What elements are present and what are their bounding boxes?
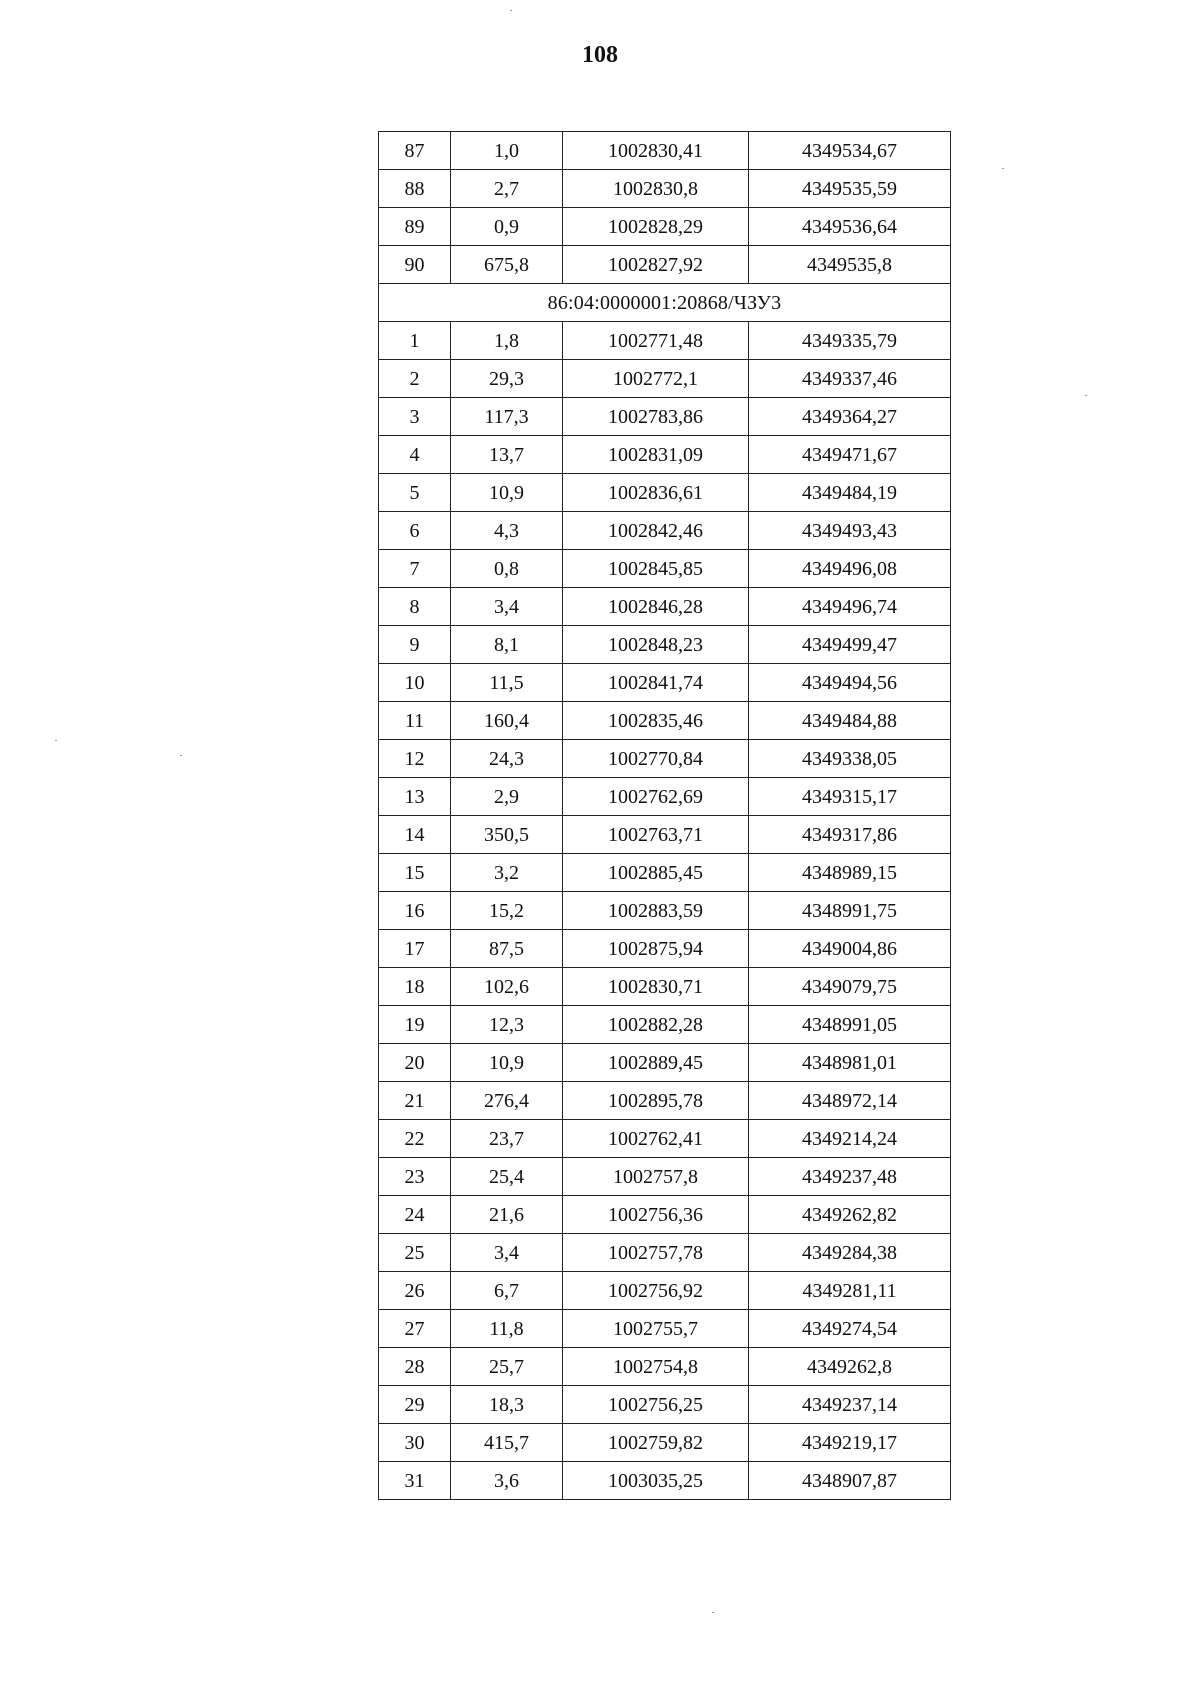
length-cell: 29,3 — [451, 360, 563, 398]
x-coordinate-cell: 1002845,85 — [563, 550, 749, 588]
y-coordinate-cell: 4349262,82 — [749, 1196, 951, 1234]
length-cell: 102,6 — [451, 968, 563, 1006]
section-title: 86:04:0000001:20868/ЧЗУ3 — [379, 284, 951, 322]
y-coordinate-cell: 4349262,8 — [749, 1348, 951, 1386]
length-cell: 12,3 — [451, 1006, 563, 1044]
y-coordinate-cell: 4349214,24 — [749, 1120, 951, 1158]
x-coordinate-cell: 1002762,41 — [563, 1120, 749, 1158]
scan-speck — [1085, 395, 1087, 396]
table-row — [379, 816, 951, 854]
point-number-cell: 12 — [379, 740, 451, 778]
table-row — [379, 1044, 951, 1082]
point-number-cell: 31 — [379, 1462, 451, 1500]
point-number-cell: 11 — [379, 702, 451, 740]
point-number-cell: 18 — [379, 968, 451, 1006]
length-cell: 3,2 — [451, 854, 563, 892]
table-row — [379, 398, 951, 436]
x-coordinate-cell: 1002756,92 — [563, 1272, 749, 1310]
y-coordinate-cell: 4349535,59 — [749, 170, 951, 208]
y-coordinate-cell: 4349494,56 — [749, 664, 951, 702]
point-number-cell: 23 — [379, 1158, 451, 1196]
x-coordinate-cell: 1002772,1 — [563, 360, 749, 398]
x-coordinate-cell: 1002770,84 — [563, 740, 749, 778]
length-cell: 160,4 — [451, 702, 563, 740]
y-coordinate-cell: 4348981,01 — [749, 1044, 951, 1082]
x-coordinate-cell: 1002828,29 — [563, 208, 749, 246]
x-coordinate-cell: 1002831,09 — [563, 436, 749, 474]
y-coordinate-cell: 4349335,79 — [749, 322, 951, 360]
table-row — [379, 246, 951, 284]
table-row — [379, 626, 951, 664]
x-coordinate-cell: 1002757,78 — [563, 1234, 749, 1272]
length-cell: 25,7 — [451, 1348, 563, 1386]
point-number-cell: 2 — [379, 360, 451, 398]
length-cell: 675,8 — [451, 246, 563, 284]
scan-speck — [1002, 168, 1004, 169]
length-cell: 415,7 — [451, 1424, 563, 1462]
point-number-cell: 20 — [379, 1044, 451, 1082]
y-coordinate-cell: 4349237,48 — [749, 1158, 951, 1196]
point-number-cell: 8 — [379, 588, 451, 626]
x-coordinate-cell: 1002830,71 — [563, 968, 749, 1006]
x-coordinate-cell: 1002882,28 — [563, 1006, 749, 1044]
scan-speck — [712, 1612, 714, 1613]
table-row — [379, 1234, 951, 1272]
y-coordinate-cell: 4349496,74 — [749, 588, 951, 626]
x-coordinate-cell: 1002895,78 — [563, 1082, 749, 1120]
point-number-cell: 15 — [379, 854, 451, 892]
table-row — [379, 1006, 951, 1044]
length-cell: 15,2 — [451, 892, 563, 930]
length-cell: 10,9 — [451, 474, 563, 512]
x-coordinate-cell: 1002848,23 — [563, 626, 749, 664]
x-coordinate-cell: 1002756,25 — [563, 1386, 749, 1424]
table-row — [379, 1196, 951, 1234]
x-coordinate-cell: 1002827,92 — [563, 246, 749, 284]
length-cell: 1,0 — [451, 132, 563, 170]
y-coordinate-cell: 4349317,86 — [749, 816, 951, 854]
x-coordinate-cell: 1002830,41 — [563, 132, 749, 170]
y-coordinate-cell: 4349364,27 — [749, 398, 951, 436]
section-header-row — [379, 284, 951, 322]
y-coordinate-cell: 4349536,64 — [749, 208, 951, 246]
table-row — [379, 1310, 951, 1348]
length-cell: 276,4 — [451, 1082, 563, 1120]
y-coordinate-cell: 4349484,19 — [749, 474, 951, 512]
point-number-cell: 26 — [379, 1272, 451, 1310]
point-number-cell: 14 — [379, 816, 451, 854]
y-coordinate-cell: 4349079,75 — [749, 968, 951, 1006]
table-row — [379, 1272, 951, 1310]
table-row — [379, 474, 951, 512]
point-number-cell: 3 — [379, 398, 451, 436]
y-coordinate-cell: 4349315,17 — [749, 778, 951, 816]
scan-speck — [510, 10, 512, 11]
x-coordinate-cell: 1002763,71 — [563, 816, 749, 854]
length-cell: 4,3 — [451, 512, 563, 550]
point-number-cell: 28 — [379, 1348, 451, 1386]
point-number-cell: 19 — [379, 1006, 451, 1044]
table-row — [379, 740, 951, 778]
y-coordinate-cell: 4349281,11 — [749, 1272, 951, 1310]
x-coordinate-cell: 1002875,94 — [563, 930, 749, 968]
y-coordinate-cell: 4349004,86 — [749, 930, 951, 968]
point-number-cell: 10 — [379, 664, 451, 702]
point-number-cell: 7 — [379, 550, 451, 588]
y-coordinate-cell: 4349337,46 — [749, 360, 951, 398]
point-number-cell: 9 — [379, 626, 451, 664]
length-cell: 2,7 — [451, 170, 563, 208]
table-row — [379, 132, 951, 170]
length-cell: 3,4 — [451, 588, 563, 626]
length-cell: 87,5 — [451, 930, 563, 968]
table-row — [379, 1158, 951, 1196]
table-row — [379, 588, 951, 626]
length-cell: 3,6 — [451, 1462, 563, 1500]
y-coordinate-cell: 4349496,08 — [749, 550, 951, 588]
length-cell: 18,3 — [451, 1386, 563, 1424]
x-coordinate-cell: 1002830,8 — [563, 170, 749, 208]
length-cell: 1,8 — [451, 322, 563, 360]
length-cell: 24,3 — [451, 740, 563, 778]
x-coordinate-cell: 1002757,8 — [563, 1158, 749, 1196]
point-number-cell: 4 — [379, 436, 451, 474]
length-cell: 2,9 — [451, 778, 563, 816]
y-coordinate-cell: 4349535,8 — [749, 246, 951, 284]
table-row — [379, 1386, 951, 1424]
length-cell: 11,8 — [451, 1310, 563, 1348]
point-number-cell: 87 — [379, 132, 451, 170]
table-row — [379, 1082, 951, 1120]
y-coordinate-cell: 4349493,43 — [749, 512, 951, 550]
x-coordinate-cell: 1002759,82 — [563, 1424, 749, 1462]
table-row — [379, 968, 951, 1006]
scan-speck — [55, 740, 57, 741]
length-cell: 3,4 — [451, 1234, 563, 1272]
point-number-cell: 1 — [379, 322, 451, 360]
y-coordinate-cell: 4349484,88 — [749, 702, 951, 740]
table-row — [379, 360, 951, 398]
y-coordinate-cell: 4348989,15 — [749, 854, 951, 892]
x-coordinate-cell: 1002754,8 — [563, 1348, 749, 1386]
point-number-cell: 16 — [379, 892, 451, 930]
table-row — [379, 854, 951, 892]
x-coordinate-cell: 1002783,86 — [563, 398, 749, 436]
x-coordinate-cell: 1002889,45 — [563, 1044, 749, 1082]
point-number-cell: 21 — [379, 1082, 451, 1120]
length-cell: 350,5 — [451, 816, 563, 854]
x-coordinate-cell: 1002841,74 — [563, 664, 749, 702]
point-number-cell: 5 — [379, 474, 451, 512]
y-coordinate-cell: 4348991,75 — [749, 892, 951, 930]
point-number-cell: 29 — [379, 1386, 451, 1424]
y-coordinate-cell: 4348907,87 — [749, 1462, 951, 1500]
length-cell: 23,7 — [451, 1120, 563, 1158]
length-cell: 11,5 — [451, 664, 563, 702]
x-coordinate-cell: 1002755,7 — [563, 1310, 749, 1348]
point-number-cell: 30 — [379, 1424, 451, 1462]
x-coordinate-cell: 1002762,69 — [563, 778, 749, 816]
y-coordinate-cell: 4349471,67 — [749, 436, 951, 474]
length-cell: 21,6 — [451, 1196, 563, 1234]
point-number-cell: 27 — [379, 1310, 451, 1348]
y-coordinate-cell: 4349338,05 — [749, 740, 951, 778]
length-cell: 13,7 — [451, 436, 563, 474]
table-row — [379, 208, 951, 246]
point-number-cell: 24 — [379, 1196, 451, 1234]
y-coordinate-cell: 4349274,54 — [749, 1310, 951, 1348]
point-number-cell: 90 — [379, 246, 451, 284]
point-number-cell: 89 — [379, 208, 451, 246]
x-coordinate-cell: 1003035,25 — [563, 1462, 749, 1500]
y-coordinate-cell: 4349219,17 — [749, 1424, 951, 1462]
table-row — [379, 550, 951, 588]
x-coordinate-cell: 1002846,28 — [563, 588, 749, 626]
y-coordinate-cell: 4349284,38 — [749, 1234, 951, 1272]
point-number-cell: 17 — [379, 930, 451, 968]
table-row — [379, 322, 951, 360]
table-row — [379, 930, 951, 968]
x-coordinate-cell: 1002835,46 — [563, 702, 749, 740]
coordinates-table — [378, 131, 951, 1500]
point-number-cell: 22 — [379, 1120, 451, 1158]
x-coordinate-cell: 1002836,61 — [563, 474, 749, 512]
table-row — [379, 892, 951, 930]
scan-speck — [180, 755, 182, 756]
y-coordinate-cell: 4348991,05 — [749, 1006, 951, 1044]
table-row — [379, 778, 951, 816]
x-coordinate-cell: 1002771,48 — [563, 322, 749, 360]
point-number-cell: 88 — [379, 170, 451, 208]
table-row — [379, 1462, 951, 1500]
table-row — [379, 1424, 951, 1462]
length-cell: 0,9 — [451, 208, 563, 246]
table-row — [379, 702, 951, 740]
length-cell: 0,8 — [451, 550, 563, 588]
point-number-cell: 6 — [379, 512, 451, 550]
table-row — [379, 1120, 951, 1158]
coordinates-table-body — [379, 132, 951, 1500]
x-coordinate-cell: 1002756,36 — [563, 1196, 749, 1234]
x-coordinate-cell: 1002842,46 — [563, 512, 749, 550]
length-cell: 6,7 — [451, 1272, 563, 1310]
table-row — [379, 170, 951, 208]
y-coordinate-cell: 4349499,47 — [749, 626, 951, 664]
x-coordinate-cell: 1002883,59 — [563, 892, 749, 930]
table-row — [379, 664, 951, 702]
table-row — [379, 436, 951, 474]
length-cell: 25,4 — [451, 1158, 563, 1196]
point-number-cell: 25 — [379, 1234, 451, 1272]
point-number-cell: 13 — [379, 778, 451, 816]
x-coordinate-cell: 1002885,45 — [563, 854, 749, 892]
table-row — [379, 512, 951, 550]
y-coordinate-cell: 4348972,14 — [749, 1082, 951, 1120]
length-cell: 117,3 — [451, 398, 563, 436]
page-number: 108 — [582, 42, 618, 68]
y-coordinate-cell: 4349534,67 — [749, 132, 951, 170]
y-coordinate-cell: 4349237,14 — [749, 1386, 951, 1424]
length-cell: 10,9 — [451, 1044, 563, 1082]
table-row — [379, 1348, 951, 1386]
length-cell: 8,1 — [451, 626, 563, 664]
